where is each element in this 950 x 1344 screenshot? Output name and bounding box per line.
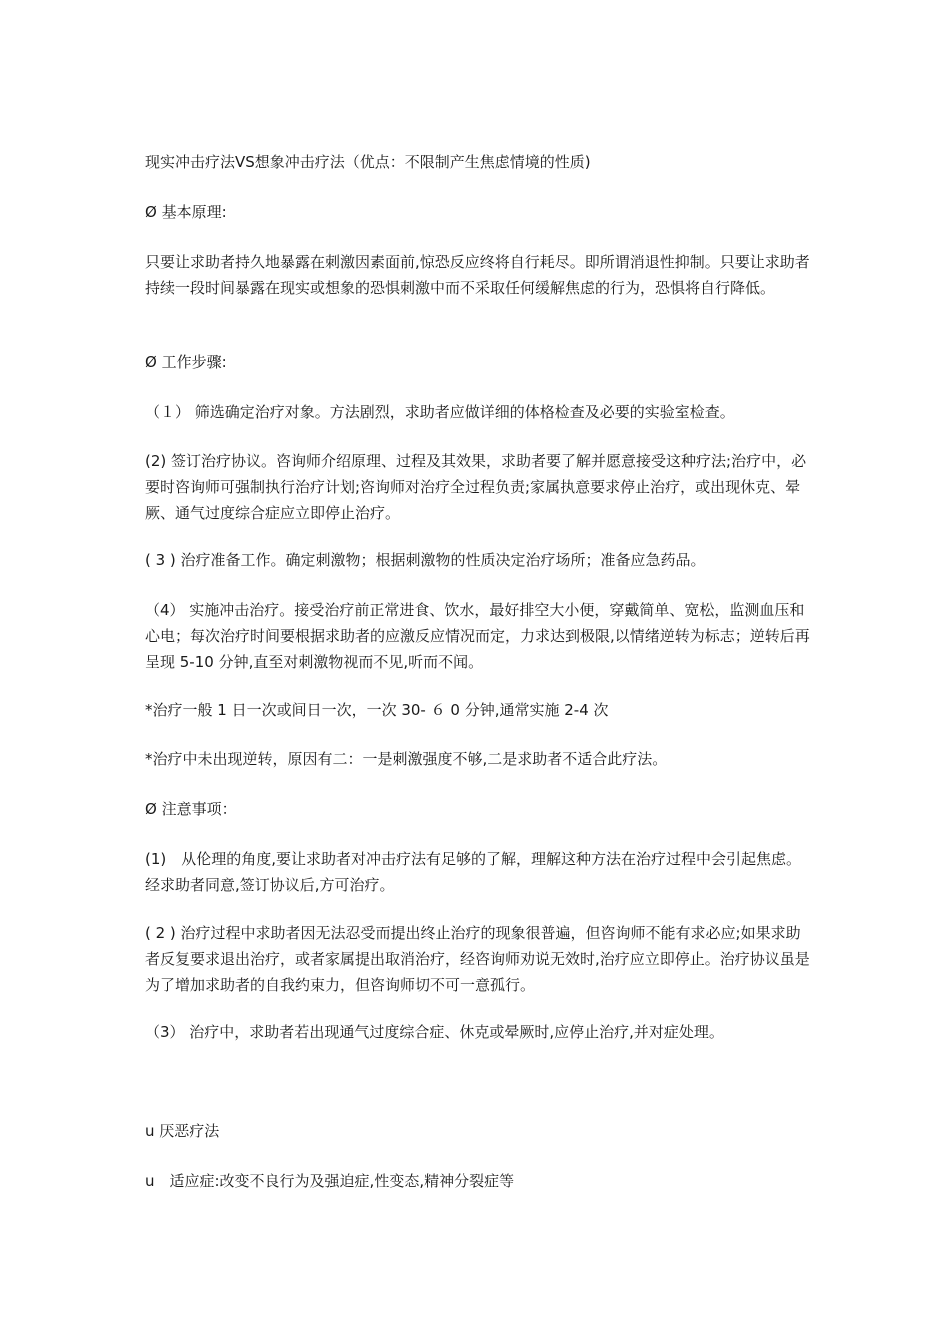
heading-basic-principle: Ø 基本原理:	[145, 203, 227, 221]
heading-work-steps: Ø 工作步骤:	[145, 353, 227, 371]
paragraph-precaution-2: ( 2 ) 治疗过程中求助者因无法忍受而提出终止治疗的现象很普遍，但咨询师不能有求必应;如果求助者反复要求退出治疗，或者家属提出取消治疗，经咨询师劝说无效时,治疗应立即停止。治疗协议虽是为了增加求助者的自我约束力，但咨询师切不可一意孤行。	[145, 924, 810, 994]
paragraph-title-comparison: 现实冲击疗法VS想象冲击疗法（优点：不限制产生焦虑情境的性质)	[145, 153, 591, 171]
heading-aversion-therapy: u 厌恶疗法	[145, 1122, 220, 1140]
paragraph-step-1: （１） 筛选确定治疗对象。方法剧烈，求助者应做详细的体格检查及必要的实验室检查。	[145, 403, 735, 421]
heading-precautions: Ø 注意事项：	[145, 800, 237, 818]
paragraph-step-4: （4） 实施冲击治疗。接受治疗前正常进食、饮水，最好排空大小便，穿戴简单、宽松，监测血压和心电；每次治疗时间要根据求助者的应激反应情况而定，力求达到极限,以情绪逆转为标志；逆转后再呈现 5-10 分钟,直至对刺激物视而不见,听而不闻。	[145, 601, 810, 671]
paragraph-step-2: (2) 签订治疗协议。咨询师介绍原理、过程及其效果，求助者要了解并愿意接受这种疗法;治疗中，必要时咨询师可强制执行治疗计划;咨询师对治疗全过程负责;家属执意要求停止治疗，或出现休克、晕厥、通气过度综合症应立即停止治疗。	[145, 452, 807, 522]
paragraph-precaution-1: (1) 从伦理的角度,要让求助者对冲击疗法有足够的了解，理解这种方法在治疗过程中会引起焦虑。经求助者同意,签订协议后,方可治疗。	[145, 850, 802, 894]
paragraph-note-frequency: *治疗一般 1 日一次或间日一次，一次 30- ６ 0 分钟,通常实施 2-4 次	[145, 701, 609, 719]
paragraph-step-3: ( 3 ) 治疗准备工作。确定刺激物；根据刺激物的性质决定治疗场所；准备应急药品。	[145, 551, 706, 569]
paragraph-indications: u 适应症:改变不良行为及强迫症,性变态,精神分裂症等	[145, 1172, 515, 1190]
paragraph-principle: 只要让求助者持久地暴露在刺激因素面前,惊恐反应终将自行耗尽。即所谓消退性抑制。只要让求助者持续一段时间暴露在现实或想象的恐惧刺激中而不采取任何缓解焦虑的行为，恐惧将自行降低。	[145, 253, 810, 297]
paragraph-precaution-3: （3） 治疗中，求助者若出现通气过度综合症、休克或晕厥时,应停止治疗,并对症处理。	[145, 1023, 724, 1041]
paragraph-note-no-reversal: *治疗中未出现逆转，原因有二：一是刺激强度不够,二是求助者不适合此疗法。	[145, 750, 668, 768]
